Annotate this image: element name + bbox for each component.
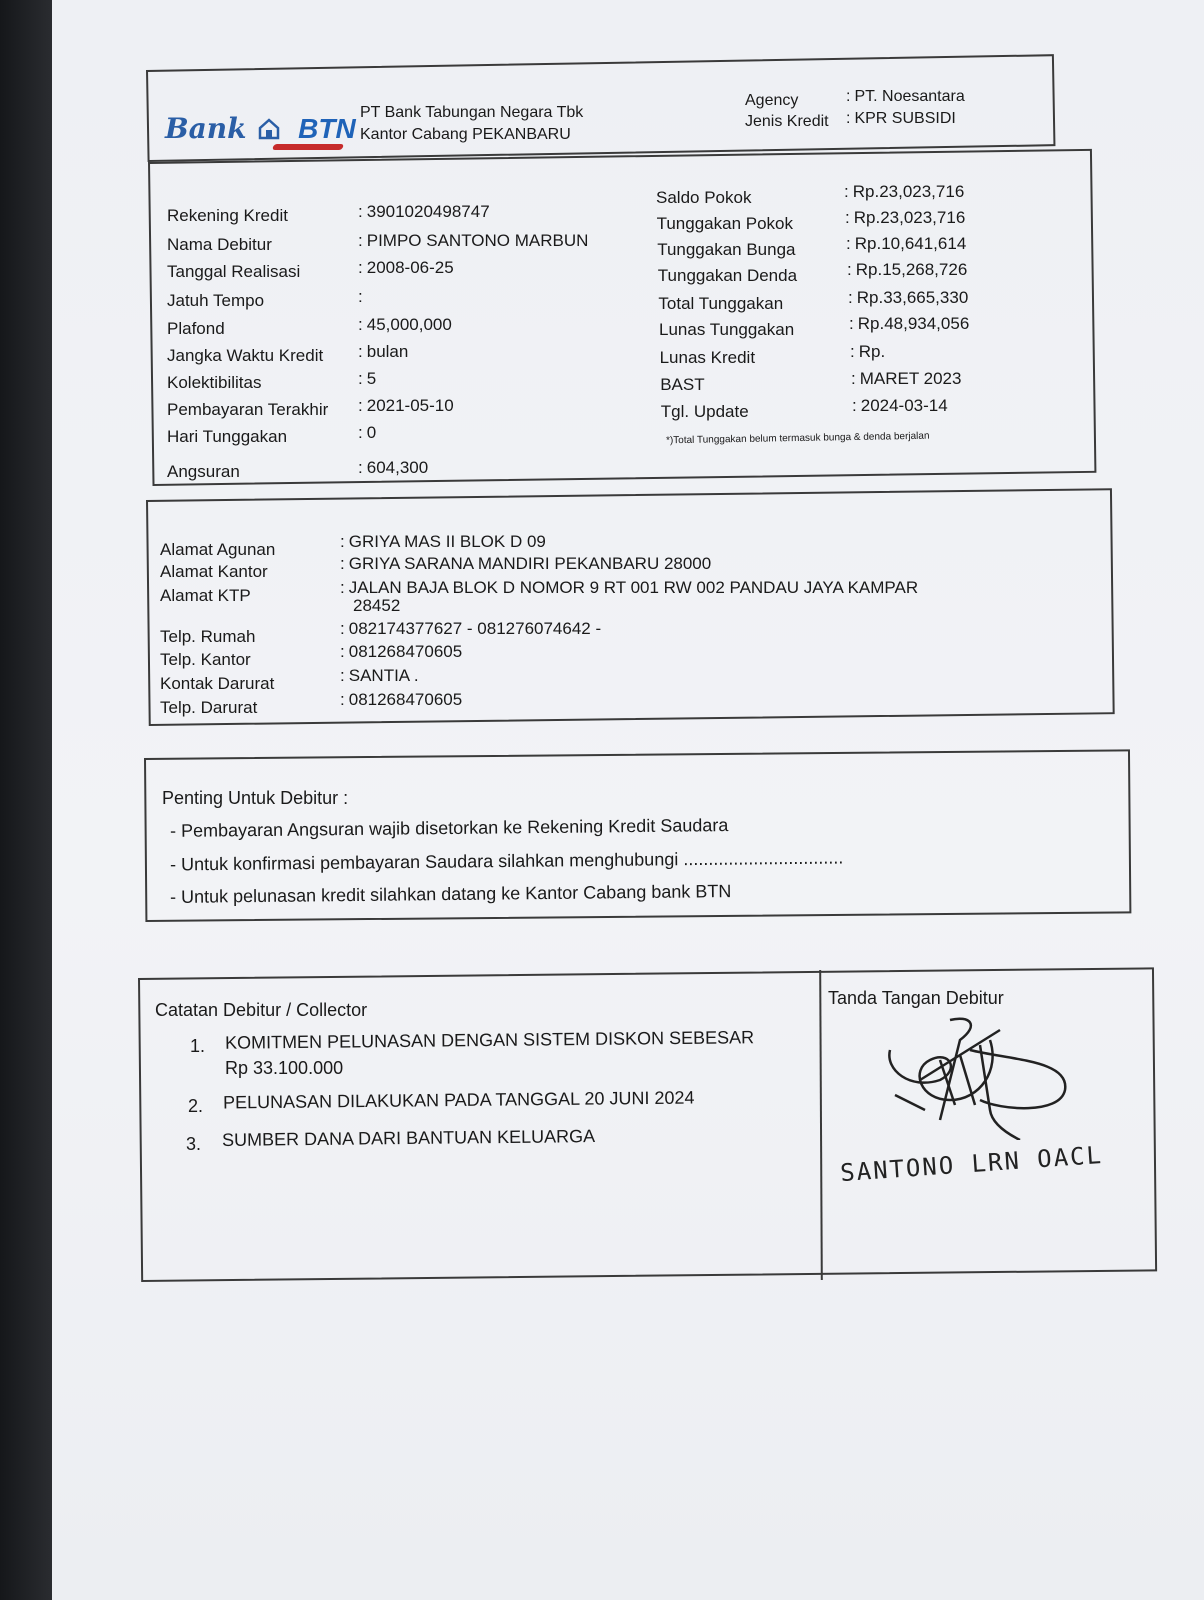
- loan-field-value: : 2021-05-10: [358, 396, 454, 416]
- loan-field-label: Pembayaran Terakhir: [167, 400, 329, 419]
- agency-label: Agency: [745, 92, 799, 109]
- agency-value: : PT. Noesantara: [846, 88, 965, 106]
- logo-bank-text: Bank: [165, 112, 247, 145]
- address-field-value: : JALAN BAJA BLOK D NOMOR 9 RT 001 RW 002 PANDAU JAYA KAMPAR: [340, 578, 918, 598]
- loan-summary-label: Lunas Kredit: [659, 348, 756, 367]
- loan-summary-label: Tunggakan Denda: [657, 266, 798, 285]
- loan-summary-value: : Rp.15,268,726: [847, 260, 967, 280]
- jenis-label: Jenis Kredit: [745, 113, 829, 130]
- signature-title: Tanda Tangan Debitur: [828, 988, 1004, 1008]
- address-field-label: Telp. Rumah: [160, 627, 256, 646]
- address-field-value: : GRIYA MAS II BLOK D 09: [340, 532, 546, 552]
- loan-summary-value: : Rp.48,934,056: [849, 314, 969, 334]
- branch-name: Kantor Cabang PEKANBARU: [360, 126, 571, 143]
- loan-field-label: Tanggal Realisasi: [167, 262, 301, 281]
- note-1-text: KOMITMEN PELUNASAN DENGAN SISTEM DISKON SEBESAR: [224, 1027, 755, 1053]
- jenis-value: : KPR SUBSIDI: [846, 110, 956, 128]
- loan-summary-value: : 2024-03-14: [852, 396, 948, 416]
- address-field-value: : 081268470605: [340, 690, 462, 710]
- loan-note: *)Total Tunggakan belum termasuk bunga & denda berjalan: [665, 430, 930, 447]
- bank-logo: [165, 112, 356, 145]
- loan-summary-label: Tunggakan Bunga: [657, 240, 796, 259]
- loan-field-value: : 3901020498747: [358, 202, 490, 222]
- signature-name: SANTONO LRN OACL: [839, 1140, 1104, 1188]
- note-3-text: SUMBER DANA DARI BANTUAN KELUARGA: [221, 1126, 596, 1150]
- address-field-value: : SANTIA .: [340, 666, 419, 686]
- notice-item: - Untuk pelunasan kredit silahkan datang ke Kantor Cabang bank BTN: [169, 881, 732, 907]
- address-field-label: Telp. Kantor: [160, 650, 251, 669]
- address-field-label: Telp. Darurat: [160, 698, 258, 717]
- address-field-value: : 082174377627 - 081276074642 -: [340, 619, 601, 639]
- loan-summary-value: : Rp.10,641,614: [846, 234, 966, 254]
- loan-summary-label: Lunas Tunggakan: [659, 320, 795, 339]
- loan-field-value: : 45,000,000: [358, 315, 452, 335]
- note-1-amount: Rp 33.100.000: [225, 1058, 344, 1078]
- notice-item: - Untuk konfirmasi pembayaran Saudara silahkan menghubungi ................................: [169, 847, 844, 875]
- logo-btn-text: BTN: [298, 113, 356, 144]
- loan-summary-label: Saldo Pokok: [656, 188, 752, 207]
- loan-summary-label: BAST: [660, 375, 705, 394]
- address-field-label: Alamat Agunan: [160, 540, 276, 559]
- loan-summary-value: : Rp.33,665,330: [848, 288, 968, 308]
- loan-field-label: Rekening Kredit: [167, 206, 288, 225]
- house-icon: [258, 118, 280, 140]
- loan-field-value: : PIMPO SANTONO MARBUN: [358, 231, 588, 251]
- loan-field-label: Kolektibilitas: [167, 373, 262, 392]
- logo-swoosh: [272, 144, 344, 150]
- loan-summary-label: Tunggakan Pokok: [656, 214, 794, 233]
- loan-field-label: Hari Tunggakan: [167, 427, 288, 446]
- note-1-num: 1.: [190, 1036, 206, 1056]
- loan-field-value: : 604,300: [358, 458, 428, 478]
- loan-summary-value: : Rp.23,023,716: [844, 182, 964, 202]
- signature-scribble: [880, 1010, 1080, 1140]
- loan-field-label: Jatuh Tempo: [167, 291, 265, 310]
- address-field-label: Kontak Darurat: [160, 674, 275, 693]
- address-field-label: Alamat Kantor: [160, 562, 268, 581]
- notice-item: - Pembayaran Angsuran wajib disetorkan ke Rekening Kredit Saudara: [169, 815, 729, 841]
- loan-field-value: : 5: [358, 369, 376, 389]
- background-edge: [0, 0, 52, 1600]
- address-field-value: 28452: [353, 596, 401, 615]
- loan-field-label: Plafond: [167, 319, 225, 338]
- address-field-value: : 081268470605: [340, 642, 462, 662]
- loan-field-label: Jangka Waktu Kredit: [167, 346, 324, 365]
- loan-field-label: Nama Debitur: [167, 235, 272, 254]
- loan-summary-value: : MARET 2023: [851, 369, 961, 389]
- loan-summary-label: Total Tunggakan: [658, 294, 784, 313]
- loan-field-value: : 0: [358, 423, 376, 443]
- loan-field-value: : bulan: [358, 342, 408, 362]
- notes-title: Catatan Debitur / Collector: [155, 1000, 368, 1020]
- note-2-text: PELUNASAN DILAKUKAN PADA TANGGAL 20 JUNI 2024: [222, 1087, 695, 1113]
- address-field-label: Alamat KTP: [160, 586, 251, 605]
- bank-name: PT Bank Tabungan Negara Tbk: [360, 104, 584, 121]
- note-2-num: 2.: [188, 1096, 204, 1116]
- address-box: [146, 488, 1115, 726]
- loan-summary-value: : Rp.23,023,716: [845, 208, 965, 228]
- loan-summary-label: Tgl. Update: [660, 402, 749, 421]
- loan-field-value: [358, 287, 367, 307]
- address-field-value: : GRIYA SARANA MANDIRI PEKANBARU 28000: [340, 554, 711, 574]
- loan-summary-value: : Rp.: [850, 342, 885, 362]
- loan-field-value: : 2008-06-25: [358, 258, 454, 278]
- loan-field-label: Angsuran: [167, 462, 240, 481]
- notice-title: Penting Untuk Debitur :: [162, 788, 349, 808]
- note-3-num: 3.: [186, 1134, 202, 1154]
